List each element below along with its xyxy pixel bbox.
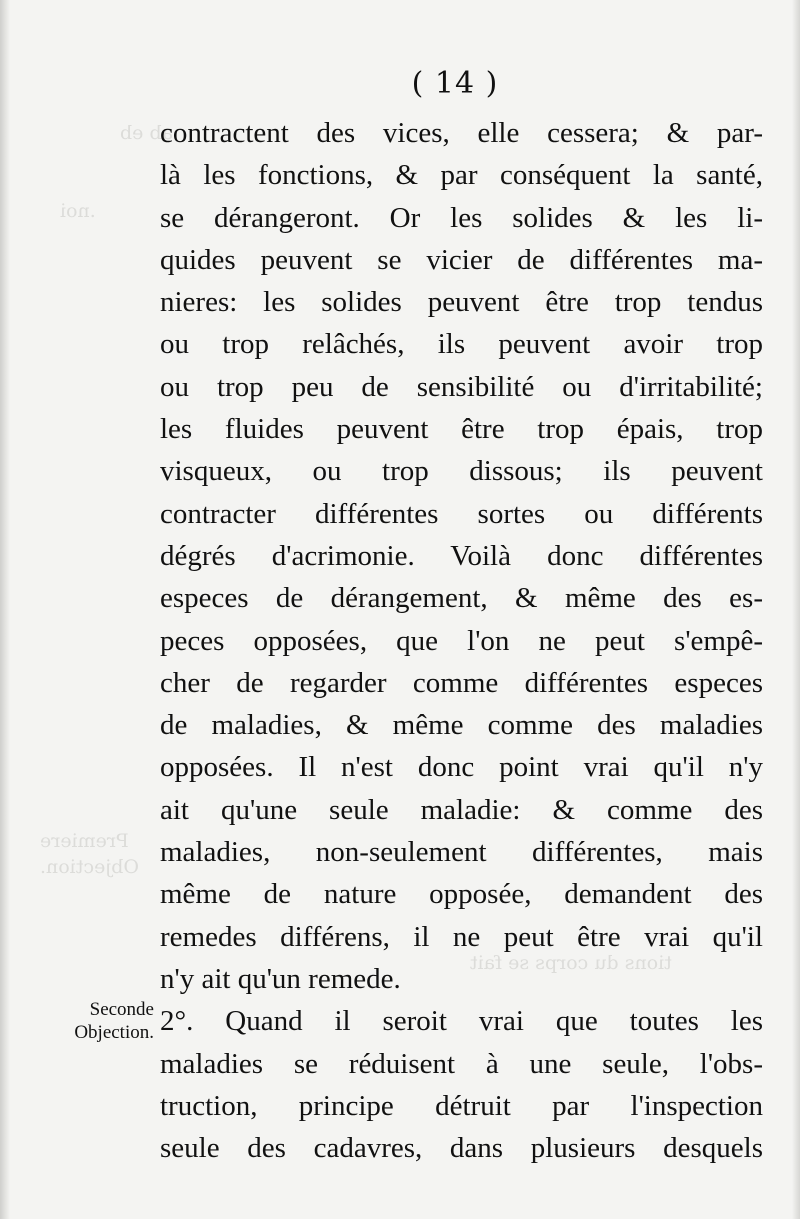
margin-note-line: Objection. xyxy=(74,1022,154,1043)
margin-note xyxy=(36,998,154,1044)
text-line: cher de regarder comme différentes especes xyxy=(160,666,763,699)
text-line: ou trop peu de sensibilité ou d'irritabilité; xyxy=(160,370,763,403)
show-through-bleed: Objection. xyxy=(40,856,139,878)
text-line: remedes différens, il ne peut être vrai qu'il xyxy=(160,920,763,953)
text-line: especes de dérangement, & même des es- xyxy=(160,582,763,615)
text-line: seule des cadavres, dans plusieurs desquels xyxy=(160,1132,763,1165)
text-line: peces opposées, que l'on ne peut s'empê- xyxy=(160,624,763,657)
text-line: nieres: les solides peuvent être trop tendus xyxy=(160,286,763,319)
text-line: quides peuvent se vicier de différentes ma- xyxy=(160,243,763,276)
text-line: contracter différentes sortes ou différents xyxy=(160,497,763,530)
text-line: n'y ait qu'un remede. xyxy=(160,962,401,995)
text-line: contractent des vices, elle cessera; & par- xyxy=(160,117,763,149)
text-line: là les fonctions, & par conséquent la santé, xyxy=(160,159,763,192)
text-line: ou trop relâchés, ils peuvent avoir trop xyxy=(160,328,763,361)
page-number: ( 14 ) xyxy=(411,66,499,101)
text-line: même de nature opposée, demandent des xyxy=(160,878,763,911)
margin-note-line: Seconde xyxy=(89,999,154,1020)
text-line: truction, principe détruit par l'inspection xyxy=(160,1089,763,1122)
show-through-bleed: ab eb xyxy=(120,122,173,144)
text-line: maladies, non-seulement différentes, mais xyxy=(160,836,763,869)
text-line: se dérangeront. Or les solides & les li- xyxy=(160,201,763,234)
text-line: maladies se réduisent à une seule, l'obs- xyxy=(160,1047,763,1080)
show-through-bleed: .noi xyxy=(60,200,96,222)
page-right-edge-shadow xyxy=(792,0,800,1219)
text-line: dégrés d'acrimonie. Voilà donc différentes xyxy=(160,539,763,572)
body-text xyxy=(160,112,763,1169)
text-line: les fluides peuvent être trop épais, trop xyxy=(160,413,763,446)
text-line: ait qu'une seule maladie: & comme des xyxy=(160,793,763,826)
text-line: 2°. Quand il seroit vrai que toutes les xyxy=(160,1005,763,1038)
show-through-bleed: Premiere xyxy=(40,830,129,852)
show-through-bleed: tions du corps se fait xyxy=(470,952,672,974)
text-line: visqueux, ou trop dissous; ils peuvent xyxy=(160,455,763,488)
text-line: de maladies, & même comme des maladies xyxy=(160,709,763,742)
text-line: opposées. Il n'est donc point vrai qu'il n'y xyxy=(160,751,763,784)
page-left-edge-shadow xyxy=(0,0,10,1219)
